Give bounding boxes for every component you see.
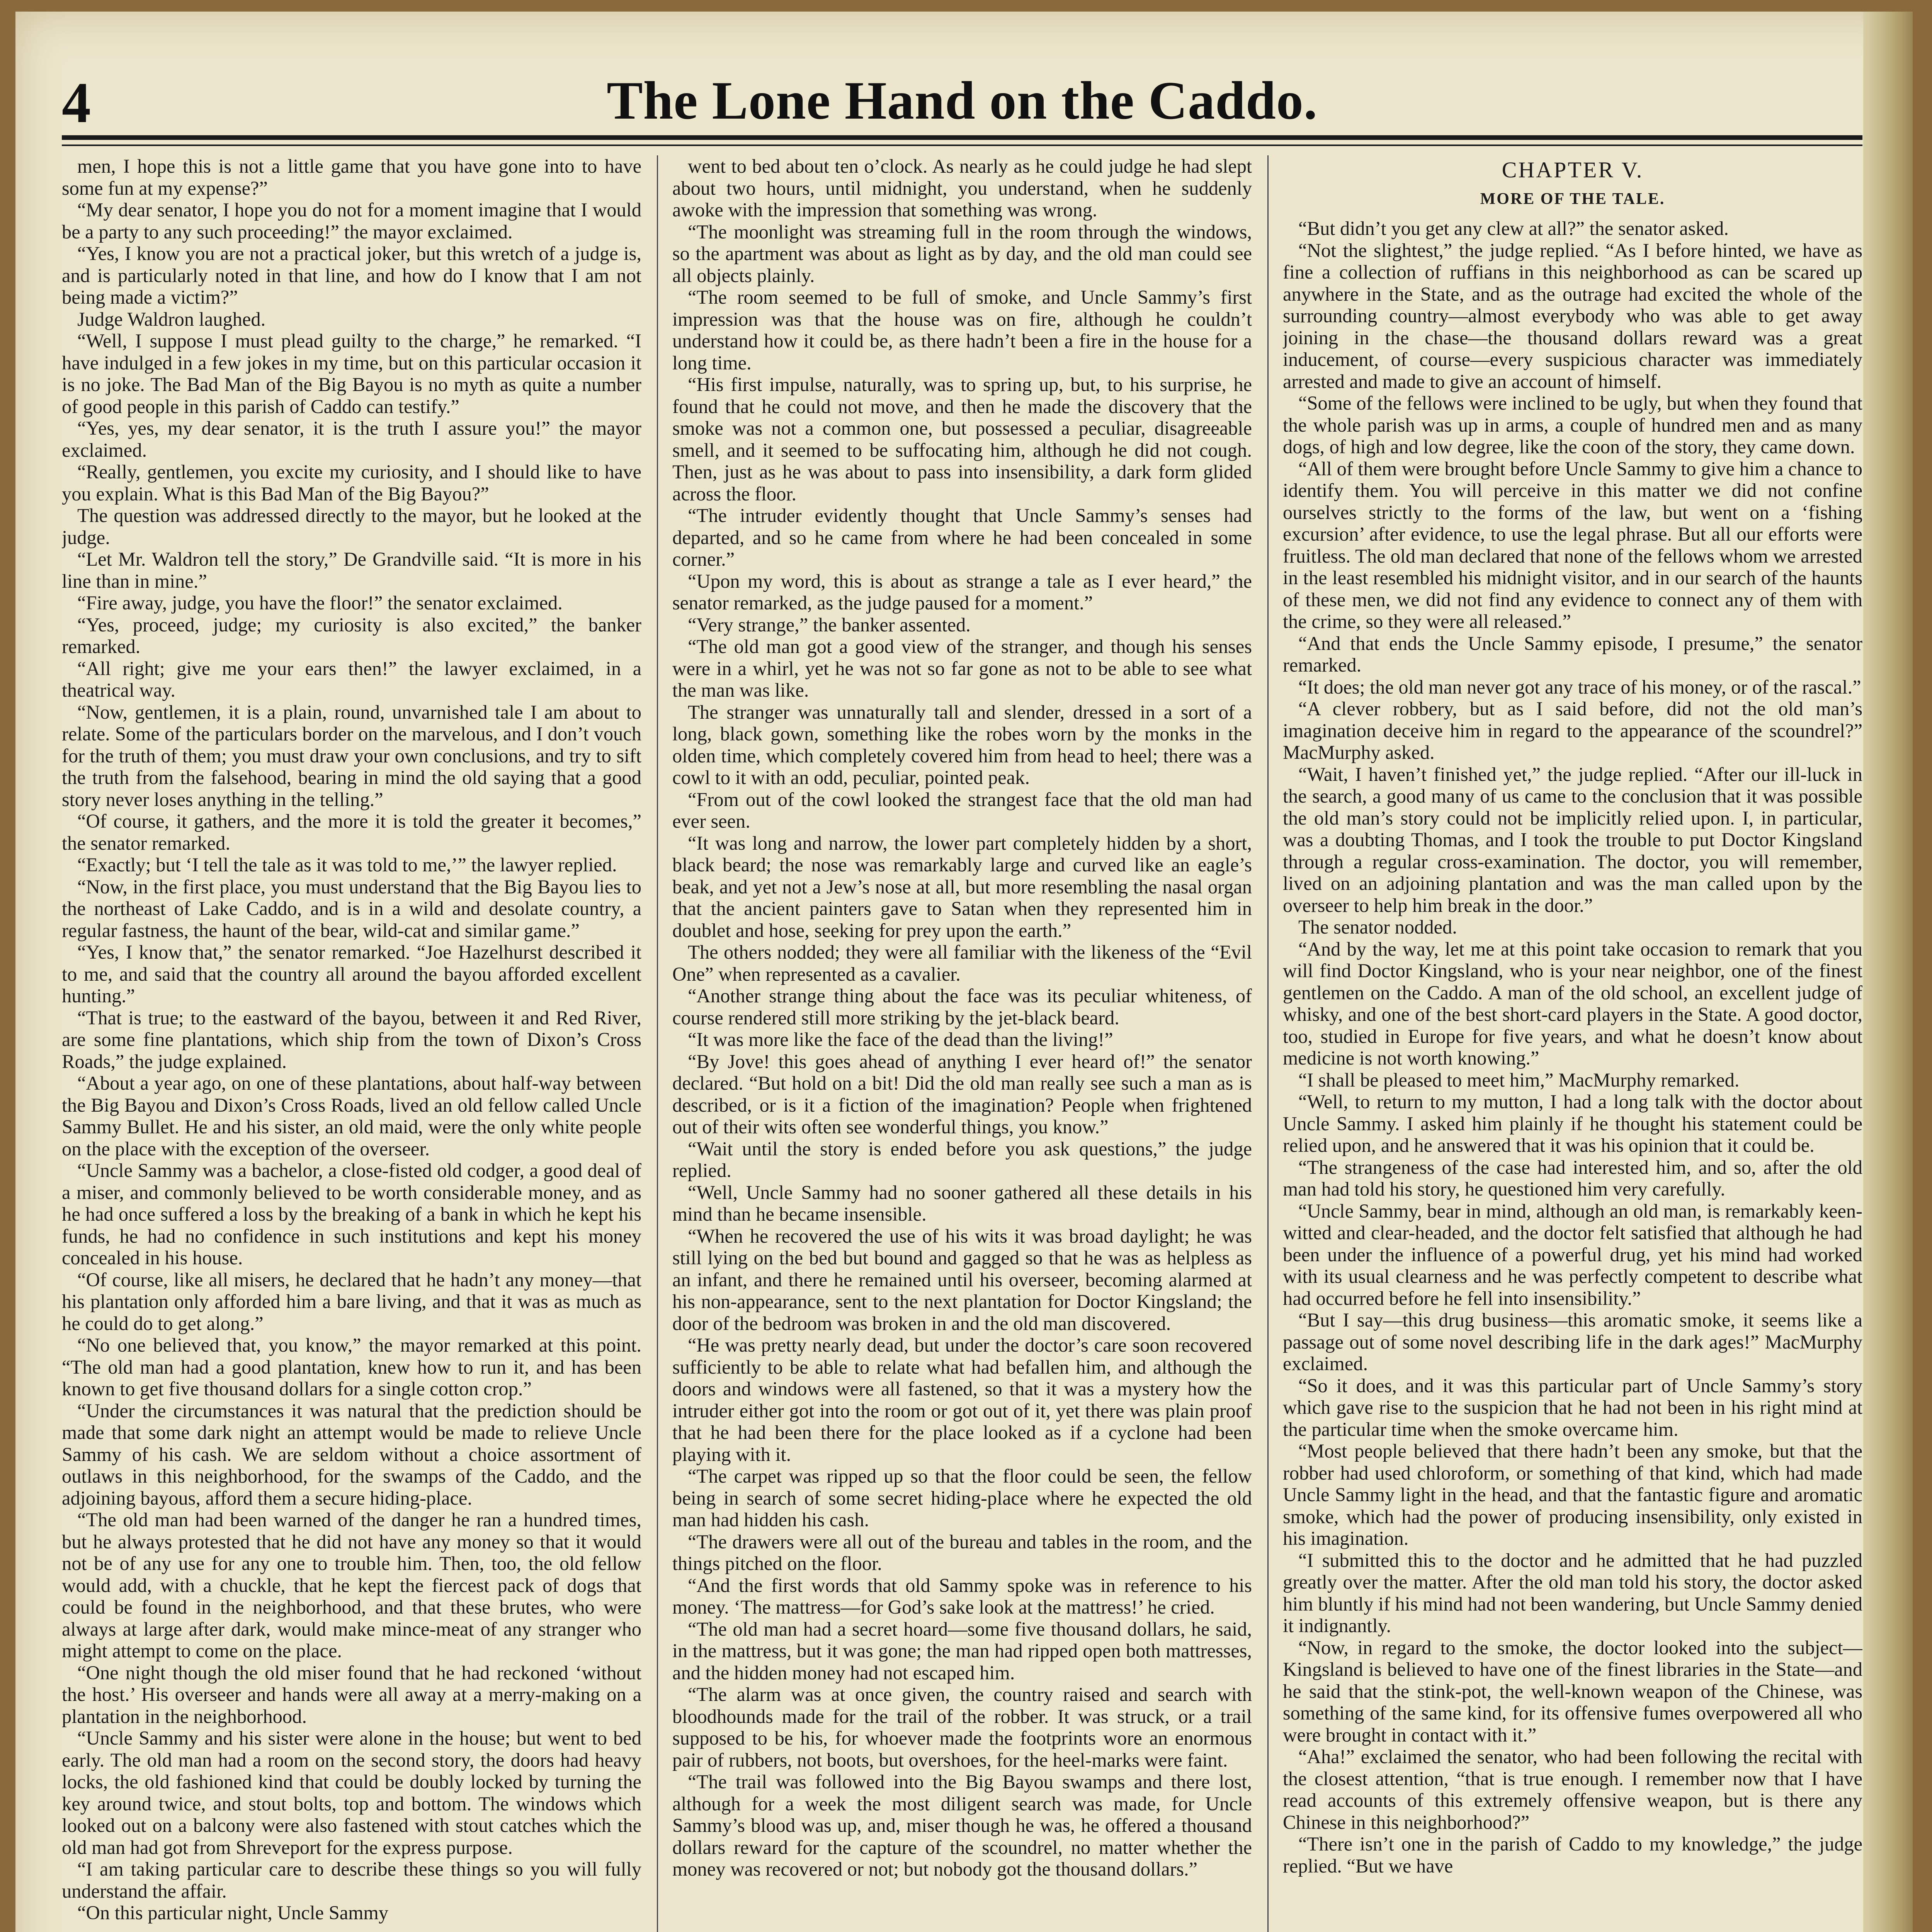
- paragraph: “By Jove! this goes ahead of anything I ever heard of!” the senator declared. “But hold on a bit! Did the old man really see such a man as is described, or is it a fiction of the imagination? People when frightened out of their wits often see wonderful things, you know.”: [672, 1050, 1252, 1138]
- paragraph: “I am taking particular care to describe these things so you will fully understand the affair.: [62, 1858, 641, 1902]
- column-divider: [657, 155, 658, 1932]
- chapter-subtitle: MORE OF THE TALE.: [1480, 190, 1665, 208]
- paragraph: “Now, gentlemen, it is a plain, round, unvarnished tale I am about to relate. Some of the particulars border on the marvelous, and I don’t vouch for the truth of them; you must draw your own conclusions, and try to sift the truth from the falsehood, bearing in mind the old saying that a good story never loses anything in the telling.”: [62, 701, 641, 810]
- running-title: The Lone Hand on the Caddo.: [607, 71, 1318, 131]
- paragraph: “Yes, proceed, judge; my curiosity is also excited,” the banker remarked.: [62, 614, 641, 657]
- paragraph: The question was addressed directly to the mayor, but he looked at the judge.: [62, 505, 641, 548]
- paragraph: “There isn’t one in the parish of Caddo to my knowledge,” the judge replied. “But we have: [1283, 1833, 1862, 1877]
- column-divider: [1267, 155, 1269, 1932]
- paragraph: “That is true; to the eastward of the bayou, between it and Red River, are some fine plantations, which ship from the town of Dixon’s Cross Roads,” the judge explained.: [62, 1007, 641, 1072]
- paragraph: “Yes, I know that,” the senator remarked. “Joe Hazelhurst described it to me, and said that the country all around the bayou afforded excellent hunting.”: [62, 941, 641, 1007]
- paragraph: “Very strange,” the banker assented.: [688, 614, 971, 636]
- paragraph: “The strangeness of the case had interested him, and so, after the old man had told his story, he questioned him very carefully.: [1283, 1156, 1862, 1200]
- paragraph: Judge Waldron laughed.: [77, 308, 266, 330]
- paragraph: “Now, in the first place, you must understand that the Big Bayou lies to the northeast of Lake Caddo, and is in a wild and desolate country, a regular fastness, the haunt of the bear, wild-cat and similar game.”: [62, 876, 641, 941]
- text-columns: [62, 155, 1862, 1932]
- paragraph: “About a year ago, on one of these plantations, about half-way between the Big Bayou and Dixon’s Cross Roads, lived an old fellow called Uncle Sammy Bullet. He and his sister, an old maid, were the only white people on the place with the exception of the overseer.: [62, 1072, 641, 1160]
- paragraph: “Uncle Sammy was a bachelor, a close-fisted old codger, a good deal of a miser, and commonly believed to be worth considerable money, and as he had once suffered a loss by the breaking of a bank in which he kept his funds, he had no confidence in such institutions and kept his money concealed in his house.: [62, 1160, 641, 1269]
- header-rule-thin: [62, 145, 1862, 146]
- header-rule-thick: [62, 135, 1862, 140]
- paragraph: “So it does, and it was this particular part of Uncle Sammy’s story which gave rise to the suspicion that he had not been in his right mind at the particular time when the smoke overcame him.: [1283, 1374, 1862, 1440]
- paragraph: “Upon my word, this is about as strange a tale as I ever heard,” the senator remarked, as the judge paused for a moment.”: [672, 570, 1252, 614]
- paragraph: “Uncle Sammy and his sister were alone in the house; but went to bed early. The old man had a room on the second story, the doors had heavy locks, the old fashioned kind that could be doubly locked by turning the key around twice, and stout bolts, top and bottom. The windows which looked out on a balcony were also fastened with stout catches which the old man had got from Shreveport for the express purpose.: [62, 1727, 641, 1858]
- column-left: [62, 155, 641, 1932]
- paragraph: “It was more like the face of the dead than the living!”: [688, 1029, 1113, 1050]
- page-number: 4: [62, 71, 91, 135]
- paragraph: The senator nodded.: [1298, 916, 1457, 938]
- paragraph: The stranger was unnaturally tall and slender, dressed in a sort of a long, black gown, something like the robes worn by the monks in the olden time, which completely covered him from head to heel; there was a cowl to it with an odd, peculiar, pointed peak.: [672, 701, 1252, 788]
- paragraph: “All right; give me your ears then!” the lawyer exclaimed, in a theatrical way.: [62, 657, 641, 701]
- page-header: [62, 58, 1862, 135]
- paragraph: “Well, I suppose I must plead guilty to the charge,” he remarked. “I have indulged in a few jokes in my time, but on this particular occasion it is no joke. The Bad Man of the Big Bayou is no myth as quite a number of good people in this parish of Caddo can testify.”: [62, 330, 641, 417]
- newspaper-page: [15, 12, 1913, 1932]
- paragraph: “All of them were brought before Uncle Sammy to give him a chance to identify them. You will perceive in this matter we did not confine ourselves strictly to the forms of the law, but went on a ‘fishing excursion’ after evidence, to use the legal phrase. But all our efforts were fruitless. The old man declared that none of the fellows whom we arrested in the least resembled his midnight visitor, and in our search of the haunts of these men, we did not find any evidence to connect any of them with the crime, so they were all released.”: [1283, 457, 1862, 632]
- paragraph: “And that ends the Uncle Sammy episode, I presume,” the senator remarked.: [1283, 632, 1862, 676]
- paragraph: “The intruder evidently thought that Uncle Sammy’s senses had departed, and so he came from where he had been concealed in some corner.”: [672, 505, 1252, 570]
- paragraph: “Fire away, judge, you have the floor!” the senator exclaimed.: [77, 592, 563, 614]
- paragraph: “His first impulse, naturally, was to spring up, but, to his surprise, he found that he could not move, and then he made the discovery that the smoke was not a common one, but possessed a peculiar, disagreeable smell, and it seemed to be suffocating him, although he did not cough. Then, just as he was about to pass into insensibility, a dark form glided across the floor.: [672, 374, 1252, 505]
- paragraph: “The drawers were all out of the bureau and tables in the room, and the things pitched on the floor.: [672, 1531, 1252, 1574]
- paragraph: “It was long and narrow, the lower part completely hidden by a short, black beard; the nose was remarkably large and curved like an eagle’s beak, and yet not a Jew’s nose at all, but more resembling the nasal organ that the ancient painters gave to Satan when they represented him in doublet and hose, seeking for prey upon the earth.”: [672, 832, 1252, 941]
- paragraph: “Wait, I haven’t finished yet,” the judge replied. “After our ill-luck in the search, a good many of us came to the conclusion that it was possible the old man’s story could not be implicitly relied upon. I, in particular, was a doubting Thomas, and I took the trouble to put Doctor Kingsland through a regular cross-examination. The doctor, you will remember, lived on an adjoining plantation and was the man called upon by the overseer to help him break in the door.”: [1283, 763, 1862, 916]
- paragraph: “Wait until the story is ended before you ask questions,” the judge replied.: [672, 1138, 1252, 1181]
- paragraph: “But I say—this drug business—this aromatic smoke, it seems like a passage out of some novel describing life in the dark ages!” MacMurphy exclaimed.: [1283, 1309, 1862, 1374]
- paragraph: “Now, in regard to the smoke, the doctor looked into the subject—Kingsland is believed to have one of the finest libraries in the State—and he said that the stink-pot, the well-known weapon of the Chinese, was something of the same kind, for its offensive fumes overpowered all who were brought in contact with it.”: [1283, 1636, 1862, 1746]
- paragraph: “When he recovered the use of his wits it was broad daylight; he was still lying on the bed but bound and gagged so that he was as helpless as an infant, and there he remained until his overseer, becoming alarmed at his non-appearance, sent to the next plantation for Doctor Kingsland; the door of the bedroom was broken in and the old man discovered.: [672, 1225, 1252, 1334]
- paragraph: “The trail was followed into the Big Bayou swamps and there lost, although for a week the most diligent search was made, for Uncle Sammy’s blood was up, and, miser though he was, he offered a thousand dollars reward for the capture of the scoundrel, no matter whether the money was recovered or not; but nobody got the thousand dollars.”: [672, 1771, 1252, 1880]
- paragraph: “I shall be pleased to meet him,” MacMurphy remarked.: [1298, 1069, 1740, 1091]
- paragraph: “My dear senator, I hope you do not for a moment imagine that I would be a party to any such proceeding!” the mayor exclaimed.: [62, 199, 641, 243]
- paragraph: “I submitted this to the doctor and he admitted that he had puzzled greatly over the matter. After the old man told his story, the doctor asked him bluntly if his mind had not been wandering, but Uncle Sammy denied it indignantly.: [1283, 1549, 1862, 1636]
- paragraph: “The old man had a secret hoard—some five thousand dollars, he said, in the mattress, but it was gone; the man had ripped open both mattresses, and the hidden money had not escaped him.: [672, 1618, 1252, 1684]
- paragraph: The others nodded; they were all familiar with the likeness of the “Evil One” when represented as a cavalier.: [672, 941, 1252, 985]
- paragraph: went to bed about ten o’clock. As nearly as he could judge he had slept about two hours, until midnight, you understand, when he suddenly awoke with the impression that something was wrong.: [672, 155, 1252, 221]
- chapter-heading: CHAPTER V.: [1502, 157, 1644, 182]
- paragraph: “Aha!” exclaimed the senator, who had been following the recital with the closest attention, “that is true enough. I remember now that I have read accounts of this extremely offensive weapon, but is there any Chinese in this neighborhood?”: [1283, 1746, 1862, 1833]
- column-middle: [672, 155, 1252, 1932]
- paragraph: “Let Mr. Waldron tell the story,” De Grandville said. “It is more in his line than in mine.”: [62, 548, 641, 592]
- paragraph: “The room seemed to be full of smoke, and Uncle Sammy’s first impression was that the house was on fire, although he couldn’t understand how it could be, as there hadn’t been a fire in the house for a long time.: [672, 286, 1252, 374]
- paragraph: “The alarm was at once given, the country raised and search with bloodhounds made for the trail of the robber. It was struck, or a trail supposed to be his, for whoever made the footprints wore an enormous pair of rubbers, not boots, but overshoes, for the heel-marks were faint.: [672, 1684, 1252, 1771]
- paragraph: “From out of the cowl looked the strangest face that the old man had ever seen.: [672, 788, 1252, 832]
- paragraph: “Of course, it gathers, and the more it is told the greater it becomes,” the senator remarked.: [62, 810, 641, 854]
- paragraph: “Of course, like all misers, he declared that he hadn’t any money—that his plantation only afforded him a bare living, and that it was as much as he could do to get along.”: [62, 1269, 641, 1334]
- paragraph: “The old man got a good view of the stranger, and though his senses were in a whirl, yet he was not so far gone as not to be able to see what the man was like.: [672, 636, 1252, 701]
- paragraph: “He was pretty nearly dead, but under the doctor’s care soon recovered sufficiently to be able to relate what had befallen him, and although the doors and windows were all fastened, so that it was a mystery how the intruder either got into the room or got out of it, yet there was plain proof that he had been there for the place looked as if a cyclone had been playing with it.: [672, 1334, 1252, 1465]
- paragraph: “And the first words that old Sammy spoke was in reference to his money. ‘The mattress—for God’s sake look at the mattress!’ he cried.: [672, 1574, 1252, 1618]
- paragraph: “No one believed that, you know,” the mayor remarked at this point. “The old man had a good plantation, knew how to run it, and has been known to get five thousand dollars for a single cotton crop.”: [62, 1334, 641, 1400]
- column-right: [1283, 155, 1862, 1932]
- paragraph: “Really, gentlemen, you excite my curiosity, and I should like to have you explain. What is this Bad Man of the Big Bayou?”: [62, 461, 641, 505]
- paragraph: “The moonlight was streaming full in the room through the windows, so the apartment was about as light as by day, and the old man could see all objects plainly.: [672, 221, 1252, 286]
- paragraph: “The old man had been warned of the danger he ran a hundred times, but he always protested that he did not have any money so that it would not be of any use for any one to trouble him. Then, too, the old fellow would add, with a chuckle, that he kept the fiercest pack of dogs that could be found in the neighborhood, and that these brutes, who were always at large after dark, would make mince-meat of any stranger who might attempt to come on the place.: [62, 1509, 641, 1662]
- paragraph: men, I hope this is not a little game that you have gone into to have some fun at my expense?”: [62, 155, 641, 199]
- paragraph: “Well, to return to my mutton, I had a long talk with the doctor about Uncle Sammy. I asked him plainly if he thought his statement could be relied upon, and he answered that it was his opinion that it could be.: [1283, 1091, 1862, 1156]
- paragraph: “Under the circumstances it was natural that the prediction should be made that some dark night an attempt would be made to relieve Uncle Sammy of his cash. We are seldom without a choice assortment of outlaws in this neighborhood, for the swamps of the Caddo, and the adjoining bayous, afford them a secure hiding-place.: [62, 1400, 641, 1509]
- paragraph: “Another strange thing about the face was its peculiar whiteness, of course rendered still more striking by the jet-black beard.: [672, 985, 1252, 1029]
- paragraph: “Well, Uncle Sammy had no sooner gathered all these details in his mind than he became insensible.: [672, 1181, 1252, 1225]
- page-spine-edge: [1863, 12, 1913, 1932]
- paragraph: “The carpet was ripped up so that the floor could be seen, the fellow being in search of some secret hiding-place where he expected the old man had hidden his cash.: [672, 1465, 1252, 1531]
- paragraph: “Uncle Sammy, bear in mind, although an old man, is remarkably keen-witted and clear-headed, and the doctor felt satisfied that although he had been under the influence of a powerful drug, yet his mind had worked with its usual clearness and he was perfectly competent to describe what had occurred before he fell into insensibility.”: [1283, 1200, 1862, 1309]
- paragraph: “But didn’t you get any clew at all?” the senator asked.: [1298, 218, 1729, 239]
- paragraph: “One night though the old miser found that he had reckoned ‘without the host.’ His overseer and hands were all away at a merry-making on a plantation in the neighborhood.: [62, 1662, 641, 1727]
- paragraph: “On this particular night, Uncle Sammy: [77, 1902, 389, 1923]
- paragraph: “And by the way, let me at this point take occasion to remark that you will find Doctor Kingsland, who is your near neighbor, one of the finest gentlemen on the Caddo. A man of the old school, an excellent judge of whisky, and one of the best short-card players in the State. A good doctor, too, studied in Europe for five years, and what he doesn’t know about medicine is not worth knowing.”: [1283, 938, 1862, 1069]
- paragraph: “Not the slightest,” the judge replied. “As I before hinted, we have as fine a collection of ruffians in this neighborhood as can be scared up anywhere in the State, and as the outrage had excited the whole of the surrounding country—almost everybody who was able to get away joining in the chase—the thousand dollars reward was a great inducement, of course—every suspicious character was immediately arrested and made to give an account of himself.: [1283, 239, 1862, 392]
- paragraph: “Some of the fellows were inclined to be ugly, but when they found that the whole parish was up in arms, a couple of hundred men and as many dogs, of high and low degree, like the coon of the story, they came down.: [1283, 392, 1862, 457]
- paragraph: “Most people believed that there hadn’t been any smoke, but that the robber had used chloroform, or something of that kind, which had made Uncle Sammy light in the head, and that the fantastic figure and aromatic smoke, which had the power of producing insensibility, only existed in his imagination.: [1283, 1440, 1862, 1549]
- paragraph: “Yes, I know you are not a practical joker, but this wretch of a judge is, and is particularly noted in that line, and how do I know that I am not being made a victim?”: [62, 243, 641, 308]
- paragraph: “Yes, yes, my dear senator, it is the truth I assure you!” the mayor exclaimed.: [62, 417, 641, 461]
- paragraph: “It does; the old man never got any trace of his money, or of the rascal.”: [1298, 676, 1861, 698]
- paragraph: “Exactly; but ‘I tell the tale as it was told to me,’” the lawyer replied.: [77, 854, 617, 876]
- paragraph: “A clever robbery, but as I said before, did not the old man’s imagination deceive him in regard to the appearance of the scoundrel?” MacMurphy asked.: [1283, 698, 1862, 763]
